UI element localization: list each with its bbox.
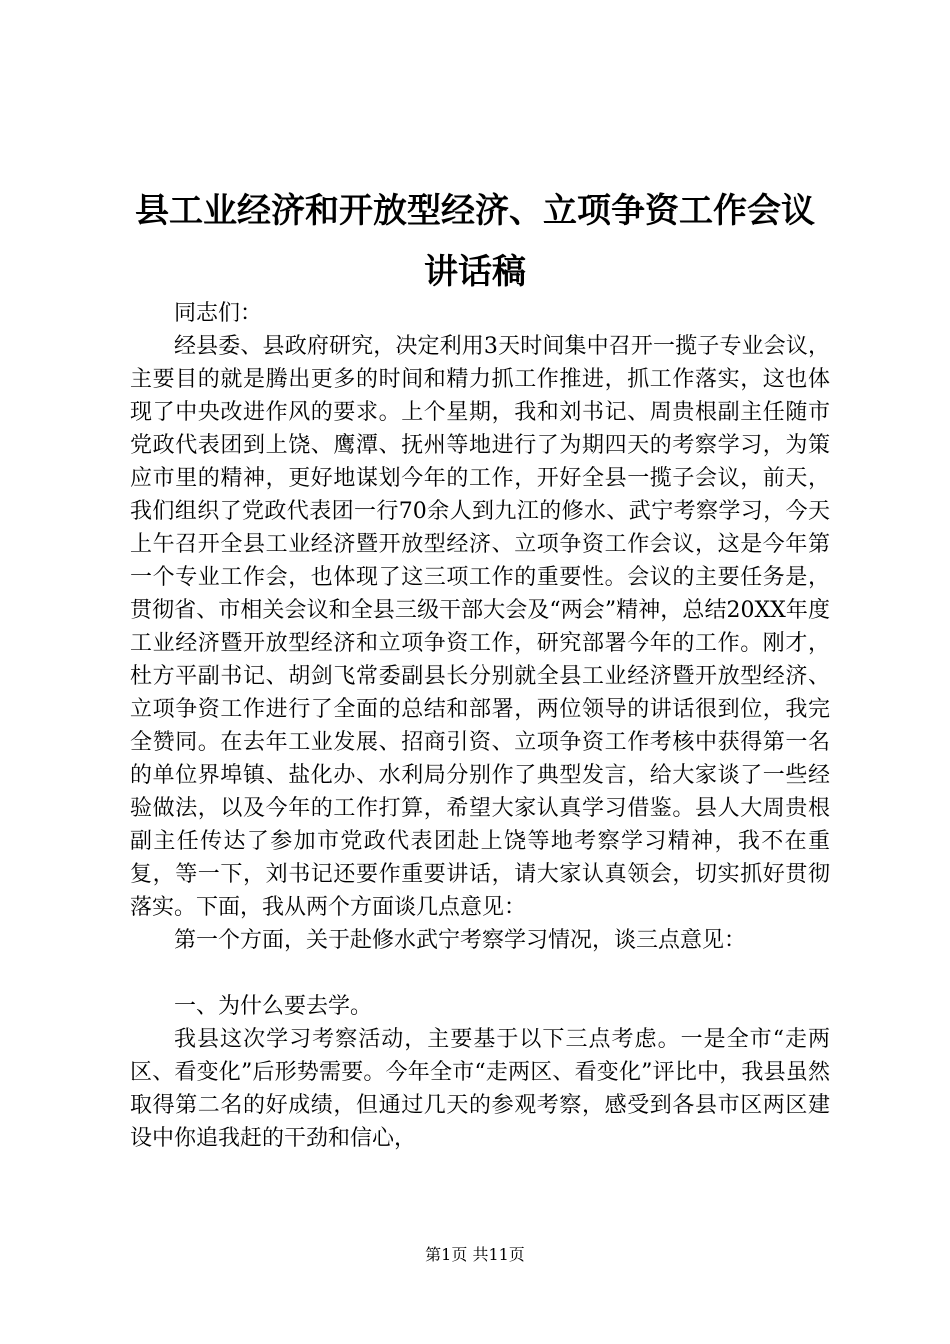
section-heading-1: 一、为什么要去学。 [174,994,373,1019]
document-title-line-2: 讲话稿 [424,252,526,292]
paragraph-study-reasons: 我县这次学习考察活动，主要基于以下三点考虑。一是全市“走两区、看变化”后形势需要。今年全市“走两区、看变化”评比中，我县虽然取得第二名的好成绩，但通过几天的参观考察，感受到各县市区两区建设中你追我赶的干劲和信心， [130,1027,830,1151]
paragraph-first-aspect: 第一个方面，关于赴修水武宁考察学习情况，谈三点意见： [174,928,747,953]
paragraph-intro: 经县委、县政府研究，决定利用3天时间集中召开一揽子专业会议，主要目的就是腾出更多的时间和精力抓工作推进，抓工作落实，这也体现了中央改进作风的要求。上个星期，我和刘书记、周贵根副主任随市党政代表团到上饶、鹰潭、抚州等地进行了为期四天的考察学习，为策应市里的精神，更好地谋划今年的工作，开好全县一揽子会议，前天，我们组织了党政代表团一行70余人到九江的修水、武宁考察学习，今天上午召开全县工业经济暨开放型经济、立项争资工作会议，这是今年第一个专业工作会，也体现了这三项工作的重要性。会议的主要任务是，贯彻省、市相关会议和全县三级干部大会及“两会”精神，总结20XX年度工业经济暨开放型经济和立项争资工作，研究部署今年的工作。刚才，杜方平副书记、胡剑飞常委副县长分别就全县工业经济暨开放型经济、立项争资工作进行了全面的总结和部署，两位领导的讲话很到位，我完全赞同。在去年工业发展、招商引资、立项争资工作考核中获得第一名的单位界埠镇、盐化办、水利局分别作了典型发言，给大家谈了一些经验做法，以及今年的工作打算，希望大家认真学习借鉴。县人大周贵根副主任传达了参加市党政代表团赴上饶等地考察学习精神，我不在重复，等一下，刘书记还要作重要讲话，请大家认真领会，切实抓好贯彻落实。下面，我从两个方面谈几点意见： [130,334,830,920]
document-title-line-1: 县工业经济和开放型经济、立项争资工作会议 [135,191,815,231]
document-body [130,297,830,1155]
salutation: 同志们： [174,301,263,326]
page-number-footer: 第1页 共11页 [425,1245,525,1264]
